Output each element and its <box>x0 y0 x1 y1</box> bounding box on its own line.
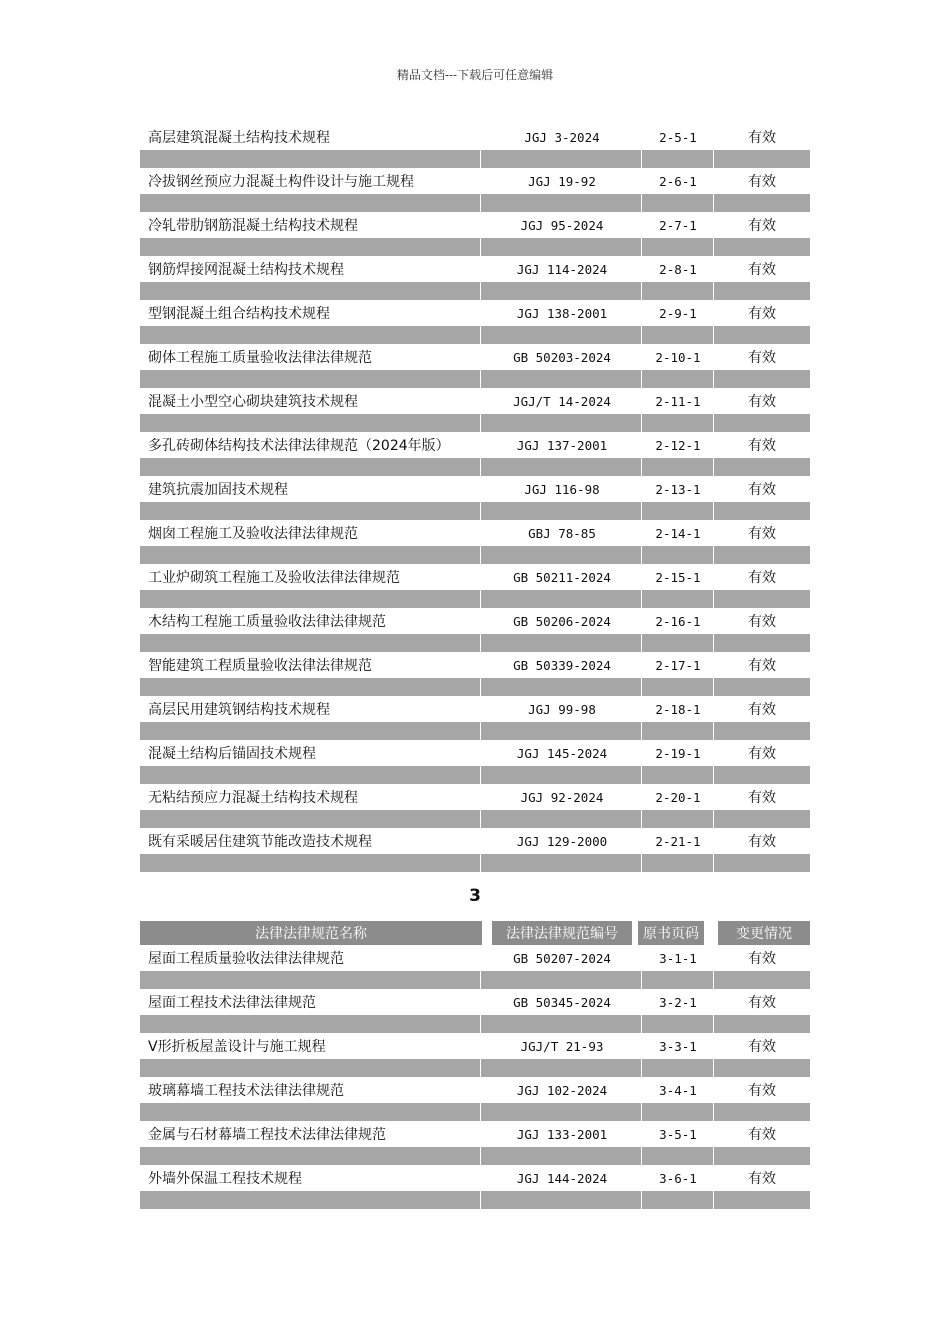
table-row <box>140 652 810 678</box>
cell-status: 有效 <box>748 834 776 850</box>
cell-status: 有效 <box>748 702 776 718</box>
table-row <box>140 344 810 370</box>
cell-page: 2-16-1 <box>655 613 701 629</box>
cell-code: JGJ 92-2024 <box>520 789 604 805</box>
cell-code: JGJ 114-2024 <box>516 261 608 277</box>
cell-code: JGJ 144-2024 <box>516 1170 608 1186</box>
row-separator <box>140 458 810 476</box>
cell-status: 有效 <box>748 570 776 586</box>
cell-name: 屋面工程技术法律法律规范 <box>148 995 316 1011</box>
cell-code: JGJ 19-92 <box>528 173 596 189</box>
row-separator <box>140 1059 810 1077</box>
column-header-code: 法律法律规范编号 <box>492 921 632 945</box>
cell-name: 冷轧带肋钢筋混凝土结构技术规程 <box>148 218 358 234</box>
table-row <box>140 608 810 634</box>
table-row <box>140 476 810 502</box>
cell-status: 有效 <box>748 1083 776 1099</box>
cell-status: 有效 <box>748 262 776 278</box>
cell-status: 有效 <box>748 995 776 1011</box>
table-row <box>140 124 810 150</box>
cell-name: 木结构工程施工质量验收法律法律规范 <box>148 614 386 630</box>
row-separator <box>140 810 810 828</box>
cell-status: 有效 <box>748 218 776 234</box>
cell-page: 2-10-1 <box>655 349 701 365</box>
cell-name: 外墙外保温工程技术规程 <box>148 1171 302 1187</box>
cell-page: 2-6-1 <box>659 173 697 189</box>
cell-code: GB 50206-2024 <box>513 613 611 629</box>
cell-name: 烟囱工程施工及验收法律法律规范 <box>148 526 358 542</box>
row-separator <box>140 1147 810 1165</box>
cell-name: 高层建筑混凝土结构技术规程 <box>148 130 330 146</box>
cell-code: JGJ 145-2024 <box>516 745 608 761</box>
row-separator <box>140 590 810 608</box>
table-row <box>140 388 810 414</box>
table-row <box>140 564 810 590</box>
table-row <box>140 740 810 766</box>
table-row <box>140 1165 810 1191</box>
cell-code: JGJ 137-2001 <box>516 437 608 453</box>
cell-code: JGJ 95-2024 <box>520 217 604 233</box>
table-row <box>140 945 810 971</box>
cell-code: GB 50203-2024 <box>513 349 611 365</box>
cell-page: 2-15-1 <box>655 569 701 585</box>
row-separator <box>140 326 810 344</box>
table-row <box>140 520 810 546</box>
cell-page: 2-20-1 <box>655 789 701 805</box>
row-separator <box>140 414 810 432</box>
cell-code: JGJ/T 14-2024 <box>513 393 611 409</box>
cell-status: 有效 <box>748 614 776 630</box>
cell-page: 2-5-1 <box>659 129 697 145</box>
cell-status: 有效 <box>748 951 776 967</box>
cell-status: 有效 <box>748 1171 776 1187</box>
column-header-status: 变更情况 <box>718 921 810 945</box>
cell-name: 屋面工程质量验收法律法律规范 <box>148 951 344 967</box>
table-row <box>140 1121 810 1147</box>
cell-code: GB 50211-2024 <box>513 569 611 585</box>
cell-name: 混凝土小型空心砌块建筑技术规程 <box>148 394 358 410</box>
cell-page: 3-4-1 <box>659 1082 697 1098</box>
cell-code: JGJ 99-98 <box>528 701 596 717</box>
standards-table-section-2 <box>140 124 810 872</box>
cell-page: 3-6-1 <box>659 1170 697 1186</box>
row-separator <box>140 150 810 168</box>
table-row <box>140 828 810 854</box>
cell-code: JGJ 133-2001 <box>516 1126 608 1142</box>
cell-status: 有效 <box>748 482 776 498</box>
row-separator <box>140 1015 810 1033</box>
cell-status: 有效 <box>748 174 776 190</box>
row-separator <box>140 282 810 300</box>
cell-page: 2-14-1 <box>655 525 701 541</box>
cell-page: 3-5-1 <box>659 1126 697 1142</box>
row-separator <box>140 971 810 989</box>
row-separator <box>140 678 810 696</box>
table-header <box>140 921 810 945</box>
row-separator <box>140 238 810 256</box>
table-row <box>140 696 810 722</box>
cell-code: GB 50207-2024 <box>513 950 611 966</box>
cell-name: 智能建筑工程质量验收法律法律规范 <box>148 658 372 674</box>
cell-name: 工业炉砌筑工程施工及验收法律法律规范 <box>148 570 400 586</box>
cell-page: 2-8-1 <box>659 261 697 277</box>
cell-page: 3-1-1 <box>659 950 697 966</box>
cell-code: JGJ 116-98 <box>524 481 600 497</box>
row-separator <box>140 546 810 564</box>
cell-name: 混凝土结构后锚固技术规程 <box>148 746 316 762</box>
table-row <box>140 989 810 1015</box>
row-separator <box>140 854 810 872</box>
cell-code: JGJ 3-2024 <box>524 129 600 145</box>
table-row <box>140 432 810 458</box>
cell-code: GB 50345-2024 <box>513 994 611 1010</box>
cell-status: 有效 <box>748 746 776 762</box>
table-row <box>140 168 810 194</box>
cell-status: 有效 <box>748 1039 776 1055</box>
row-separator <box>140 722 810 740</box>
cell-name: 既有采暖居住建筑节能改造技术规程 <box>148 834 372 850</box>
cell-status: 有效 <box>748 790 776 806</box>
cell-status: 有效 <box>748 394 776 410</box>
cell-name: V形折板屋盖设计与施工规程 <box>148 1039 326 1055</box>
table-row <box>140 256 810 282</box>
cell-name: 砌体工程施工质量验收法律法律规范 <box>148 350 372 366</box>
row-separator <box>140 1191 810 1209</box>
cell-name: 高层民用建筑钢结构技术规程 <box>148 702 330 718</box>
cell-name: 钢筋焊接网混凝土结构技术规程 <box>148 262 344 278</box>
cell-status: 有效 <box>748 526 776 542</box>
cell-page: 3-2-1 <box>659 994 697 1010</box>
cell-page: 2-7-1 <box>659 217 697 233</box>
cell-code: GBJ 78-85 <box>528 525 596 541</box>
row-separator <box>140 1103 810 1121</box>
cell-code: JGJ 129-2000 <box>516 833 608 849</box>
section-number: 3 <box>469 886 481 906</box>
cell-name: 建筑抗震加固技术规程 <box>148 482 288 498</box>
cell-page: 2-11-1 <box>655 393 701 409</box>
table-row <box>140 784 810 810</box>
row-separator <box>140 194 810 212</box>
cell-status: 有效 <box>748 130 776 146</box>
table-row <box>140 212 810 238</box>
standards-table-section-3 <box>140 945 810 1209</box>
cell-name: 玻璃幕墙工程技术法律法律规范 <box>148 1083 344 1099</box>
table-row <box>140 300 810 326</box>
column-header-page: 原书页码 <box>638 921 704 945</box>
cell-page: 2-9-1 <box>659 305 697 321</box>
row-separator <box>140 370 810 388</box>
cell-code: JGJ 138-2001 <box>516 305 608 321</box>
cell-page: 2-21-1 <box>655 833 701 849</box>
table-row <box>140 1033 810 1059</box>
cell-page: 2-19-1 <box>655 745 701 761</box>
cell-status: 有效 <box>748 306 776 322</box>
cell-name: 金属与石材幕墙工程技术法律法律规范 <box>148 1127 386 1143</box>
row-separator <box>140 502 810 520</box>
cell-name: 多孔砖砌体结构技术法律法律规范（2024年版） <box>148 438 450 454</box>
cell-name: 无粘结预应力混凝土结构技术规程 <box>148 790 358 806</box>
cell-page: 2-17-1 <box>655 657 701 673</box>
cell-page: 2-18-1 <box>655 701 701 717</box>
cell-status: 有效 <box>748 350 776 366</box>
cell-code: GB 50339-2024 <box>513 657 611 673</box>
cell-code: JGJ/T 21-93 <box>520 1038 604 1054</box>
cell-status: 有效 <box>748 658 776 674</box>
cell-page: 2-12-1 <box>655 437 701 453</box>
table-row <box>140 1077 810 1103</box>
cell-code: JGJ 102-2024 <box>516 1082 608 1098</box>
cell-name: 冷拔钢丝预应力混凝土构件设计与施工规程 <box>148 174 414 190</box>
cell-page: 2-13-1 <box>655 481 701 497</box>
row-separator <box>140 766 810 784</box>
cell-name: 型钢混凝土组合结构技术规程 <box>148 306 330 322</box>
page-header: 精品文档---下载后可任意编辑 <box>396 68 554 82</box>
cell-status: 有效 <box>748 438 776 454</box>
column-header-name: 法律法律规范名称 <box>140 921 482 945</box>
cell-page: 3-3-1 <box>659 1038 697 1054</box>
row-separator <box>140 634 810 652</box>
cell-status: 有效 <box>748 1127 776 1143</box>
